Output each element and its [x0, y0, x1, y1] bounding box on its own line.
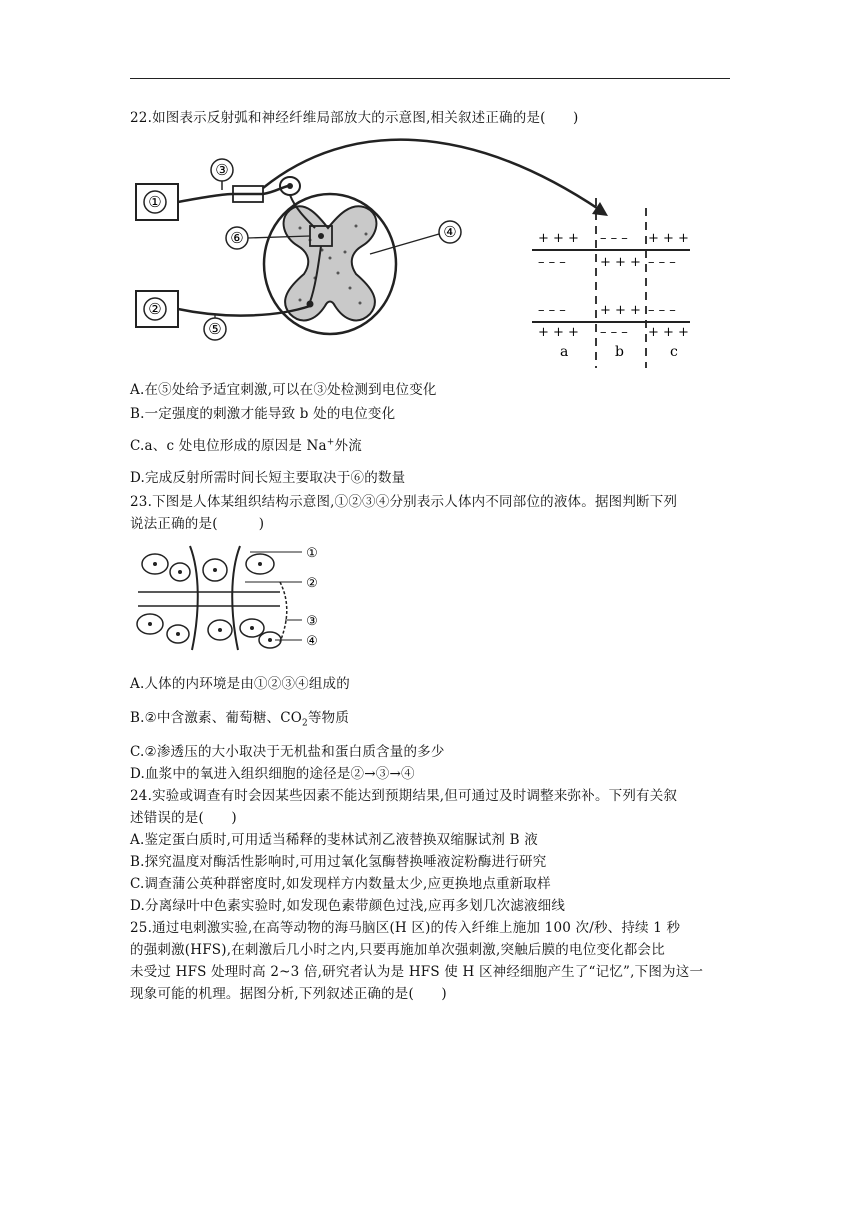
q25-line1: 25.通过电刺激实验,在高等动物的海马脑区(H 区)的传入纤维上施加 100 次/秒、持续 1 秒 [130, 920, 681, 936]
label-3: ③ [215, 161, 229, 179]
minus-c-in1: – – – [648, 255, 676, 270]
minus-b-top: – – – [600, 231, 628, 246]
q23-option-c: C.②渗透压的大小取决于无机盐和蛋白质含量的多少 [130, 744, 445, 760]
q23-option-a: A.人体的内环境是由①②③④组成的 [130, 676, 350, 692]
header-rule [130, 78, 730, 79]
q25-line2: 的强刺激(HFS),在刺激后几小时之内,只要再施加单次强刺激,突触后膜的电位变化都会比 [130, 942, 665, 958]
label-4: ④ [443, 223, 457, 241]
label-1: ① [148, 193, 162, 211]
plus-b-in1: + + + [600, 255, 641, 270]
label-5: ⑤ [208, 320, 222, 338]
tissue-label-3: ③ [306, 614, 318, 629]
q22-stem: 22.如图表示反射弧和神经纤维局部放大的示意图,相关叙述正确的是( ) [130, 110, 579, 126]
minus-b-bottom: – – – [600, 325, 628, 340]
plus-b-in2: + + + [600, 303, 641, 318]
q22-option-d: D.完成反射所需时间长短主要取决于⑥的数量 [130, 470, 406, 486]
segment-c: c [670, 344, 678, 360]
nerve-fiber-enlargement [532, 198, 690, 368]
minus-c-in2: – – – [648, 303, 676, 318]
q23-stem-line2: 说法正确的是( ) [130, 516, 265, 532]
plus-a-bottom: + + + [538, 325, 579, 340]
q23-option-d: D.血浆中的氧进入组织细胞的途径是②→③→④ [130, 766, 415, 782]
reflex-arc-figure [130, 128, 690, 368]
q22-option-c: C.a、c 处电位形成的原因是 Na+外流 [130, 437, 362, 454]
tissue-label-1: ① [306, 546, 318, 561]
q23-stem-line1: 23.下图是人体某组织结构示意图,①②③④分别表示人体内不同部位的液体。据图判断下列 [130, 494, 678, 510]
minus-a-in2: – – – [538, 303, 566, 318]
q24-stem-line1: 24.实验或调查有时会因某些因素不能达到预期结果,但可通过及时调整来弥补。下列有关叙 [130, 788, 678, 804]
minus-a-in1: – – – [538, 255, 566, 270]
q22-option-b: B.一定强度的刺激才能导致 b 处的电位变化 [130, 406, 396, 422]
q24-option-a: A.鉴定蛋白质时,可用适当稀释的斐林试剂乙液替换双缩脲试剂 B 液 [130, 832, 538, 848]
plus-c-top: + + + [648, 231, 689, 246]
tissue-structure-figure [130, 542, 330, 654]
q22-option-a: A.在⑤处给予适宜刺激,可以在③处检测到电位变化 [130, 382, 437, 398]
plus-c-bottom: + + + [648, 325, 689, 340]
tissue-label-4: ④ [306, 634, 318, 649]
segment-b: b [615, 344, 624, 360]
q24-option-b: B.探究温度对酶活性影响时,可用过氧化氢酶替换唾液淀粉酶进行研究 [130, 854, 547, 870]
tissue-label-2: ② [306, 576, 318, 591]
q25-line3: 未受过 HFS 处理时高 2~3 倍,研究者认为是 HFS 使 H 区神经细胞产生了“记忆”,下图为这一 [130, 964, 704, 980]
q24-option-d: D.分离绿叶中色素实验时,如发现色素带颜色过浅,应再多划几次滤液细线 [130, 898, 566, 914]
label-6: ⑥ [230, 229, 244, 247]
q25-line4: 现象可能的机理。据图分析,下列叙述正确的是( ) [130, 986, 447, 1002]
q24-option-c: C.调查蒲公英种群密度时,如发现样方内数量太少,应更换地点重新取样 [130, 876, 551, 892]
q23-option-b: B.②中含激素、葡萄糖、$CO_2$等物质 [130, 710, 350, 729]
plus-a-top: + + + [538, 231, 579, 246]
q24-stem-line2: 述错误的是( ) [130, 810, 237, 826]
label-2: ② [148, 300, 162, 318]
segment-a: a [560, 344, 569, 360]
